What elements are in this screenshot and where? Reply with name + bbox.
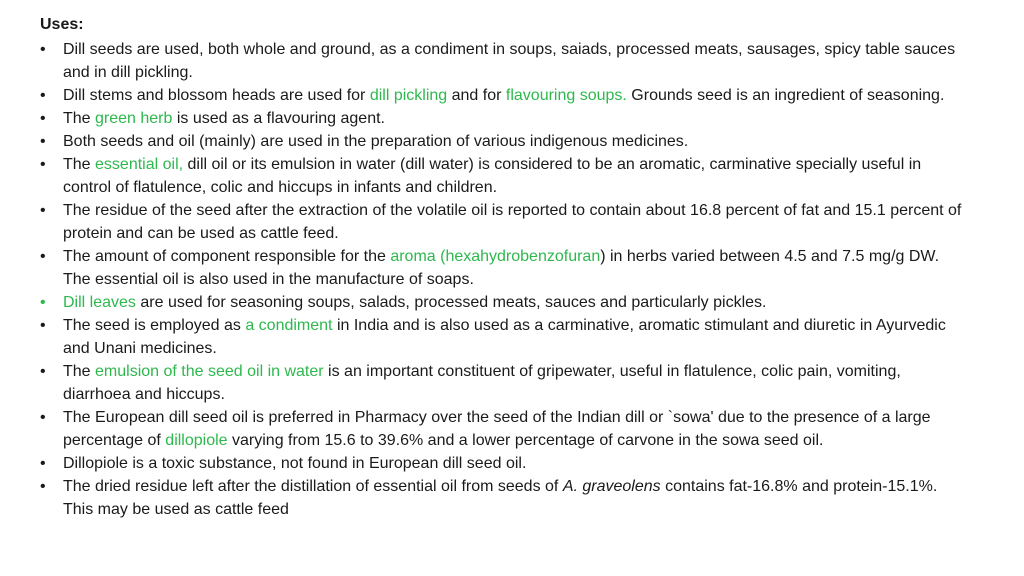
highlighted-term: emulsion of the seed oil in water — [95, 363, 324, 380]
item-text: Grounds seed is an ingredient of seasoning. — [626, 87, 945, 104]
item-text: The seed is employed as — [63, 317, 246, 334]
highlighted-term: Dill leaves — [63, 294, 136, 311]
item-text: varying from 15.6 to 39.6% and a lower percentage of carvone in the sowa seed oil. — [227, 432, 824, 449]
highlighted-term: green herb — [95, 110, 173, 127]
species-name: A. graveolens — [562, 478, 661, 495]
item-text: Both seeds and oil (mainly) are used in the preparation of various indigenous medicines. — [63, 133, 689, 150]
list-item — [40, 84, 970, 107]
list-item — [40, 360, 970, 406]
bullet-icon: • — [40, 156, 46, 173]
highlighted-term: essential oil, — [95, 156, 184, 173]
list-item — [40, 452, 970, 475]
item-text: The — [63, 110, 96, 127]
list-item — [40, 475, 970, 521]
bullet-icon: • — [40, 455, 46, 472]
item-text: contains fat-16.8% and protein-15.1%. This may be used as cattle feed — [63, 478, 938, 518]
list-item — [40, 291, 970, 314]
item-text: are used for seasoning soups, salads, processed meats, sauces and particularly pickles. — [135, 294, 767, 311]
bullet-icon: • — [40, 110, 46, 127]
bullet-icon: • — [40, 317, 46, 334]
item-text: Dill seeds are used, both whole and ground, as a condiment in soups, saiads, processed meats, sausages, spicy table sauces and in dill pickling. — [63, 41, 956, 81]
item-text: The dried residue left after the distillation of essential oil from seeds of — [63, 478, 563, 495]
item-text: The amount of component responsible for the — [63, 248, 391, 265]
item-text: The European dill seed oil is preferred in Pharmacy over the seed of the Indian dill or `sowa' due to the presence of a large percentage of — [63, 409, 931, 449]
highlighted-term: dillopiole — [165, 432, 228, 449]
bullet-icon: • — [40, 409, 46, 426]
list-item — [40, 107, 970, 130]
item-text: is an important constituent of gripewater, useful in flatulence, colic pain, vomiting, diarrhoea and hiccups. — [63, 363, 901, 403]
item-text: in India and is also used as a carminative, aromatic stimulant and diuretic in Ayurvedic and Unani medicines. — [63, 317, 946, 357]
item-text: Dill stems and blossom heads are used for — [63, 87, 370, 104]
highlighted-term: dill pickling — [369, 87, 448, 104]
list-item — [40, 245, 970, 291]
bullet-icon: • — [40, 478, 46, 495]
list-item — [40, 406, 970, 452]
item-text: and for — [447, 87, 506, 104]
bullet-icon: • — [40, 87, 46, 104]
bullet-icon: • — [40, 248, 46, 265]
bullet-icon: • — [40, 41, 46, 58]
highlighted-term: a condiment — [245, 317, 333, 334]
list-item — [40, 153, 970, 199]
item-text: dill oil or its emulsion in water (dill water) is considered to be an aromatic, carminative specially useful in control of flatulence, colic and hiccups in infants and children. — [63, 156, 922, 196]
highlighted-term: aroma (hexahydrobenzofuran — [390, 248, 601, 265]
bullet-icon: • — [40, 363, 46, 380]
list-item — [40, 314, 970, 360]
section-heading: Uses: — [40, 16, 84, 33]
bullet-icon: • — [40, 294, 46, 311]
item-text: Dillopiole is a toxic substance, not found in European dill seed oil. — [63, 455, 527, 472]
list-item — [40, 199, 970, 245]
list-item — [40, 38, 970, 84]
list-item — [40, 130, 970, 153]
item-text: The — [63, 156, 96, 173]
item-text: ) in herbs varied between 4.5 and 7.5 mg/g DW. The essential oil is also used in the manufacture of soaps. — [63, 248, 940, 288]
bullet-icon: • — [40, 202, 46, 219]
bullet-icon: • — [40, 133, 46, 150]
item-text: is used as a flavouring agent. — [172, 110, 385, 127]
item-text: The — [63, 363, 96, 380]
uses-bullet-list — [40, 38, 970, 521]
item-text: The residue of the seed after the extraction of the volatile oil is reported to contain about 16.8 percent of fat and 15.1 percent of protein and can be used as cattle feed. — [63, 202, 962, 242]
highlighted-term: flavouring soups. — [505, 87, 627, 104]
